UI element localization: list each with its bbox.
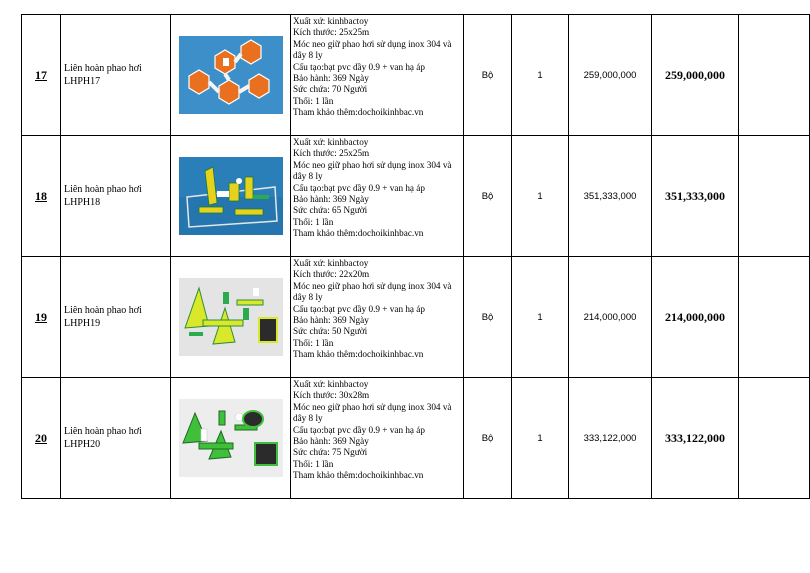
spec-line: Tham khảo thêm:dochoikinhbac.vn [293, 107, 424, 118]
unit: Bộ [464, 15, 512, 136]
product-specs [291, 257, 464, 378]
product-specs [291, 378, 464, 499]
spec-line: Tham khảo thêm:dochoikinhbac.vn [293, 470, 424, 481]
product-photo-cell [171, 378, 291, 499]
unit: Bộ [464, 378, 512, 499]
spec-line: Móc neo giữ phao hơi sử dụng inox 304 và dây 8 ly [293, 38, 452, 61]
spec-line: Thổi: 1 lần [293, 458, 334, 469]
unit-price: 333,122,000 [569, 378, 652, 499]
product-photo [179, 399, 283, 477]
line-total: 259,000,000 [652, 15, 739, 136]
spec-line: Cấu tạo:bạt pvc dầy 0.9 + van hạ áp [293, 182, 425, 193]
note-cell [739, 15, 810, 136]
quantity: 1 [512, 15, 569, 136]
quantity: 1 [512, 136, 569, 257]
spec-line: Xuất xứ: kinhbactoy [293, 137, 369, 147]
product-specs [291, 136, 464, 257]
table-row [22, 257, 810, 378]
spec-line: Móc neo giữ phao hơi sử dụng inox 304 và dây 8 ly [293, 159, 452, 182]
product-name: Liên hoàn phao hơi LHPH19 [61, 257, 171, 378]
note-cell [739, 136, 810, 257]
price-quote-table [21, 14, 810, 499]
quantity: 1 [512, 378, 569, 499]
line-total: 333,122,000 [652, 378, 739, 499]
spec-line: Xuất xứ: kinhbactoy [293, 16, 369, 26]
spec-line: Tham khảo thêm:dochoikinhbac.vn [293, 228, 424, 239]
product-photo [179, 157, 283, 235]
note-cell [739, 378, 810, 499]
spec-line: Kích thước: 30x28m [293, 390, 370, 401]
unit-price: 351,333,000 [569, 136, 652, 257]
unit-price: 259,000,000 [569, 15, 652, 136]
line-total: 351,333,000 [652, 136, 739, 257]
product-specs [291, 15, 464, 136]
spec-line: Thổi: 1 lần [293, 95, 334, 106]
spec-line: Sức chứa: 75 Người [293, 447, 368, 458]
quantity: 1 [512, 257, 569, 378]
spec-line: Cấu tạo:bạt pvc dầy 0.9 + van hạ áp [293, 424, 425, 435]
item-number: 17 [22, 15, 61, 136]
unit-price: 214,000,000 [569, 257, 652, 378]
spec-line: Bảo hành: 369 Ngày [293, 194, 369, 205]
spec-line: Cấu tạo:bạt pvc dầy 0.9 + van hạ áp [293, 303, 425, 314]
spec-line: Xuất xứ: kinhbactoy [293, 379, 369, 389]
product-name: Liên hoàn phao hơi LHPH18 [61, 136, 171, 257]
spec-line: Tham khảo thêm:dochoikinhbac.vn [293, 349, 424, 360]
spec-line: Kích thước: 25x25m [293, 27, 370, 38]
product-photo [179, 36, 283, 114]
item-number: 19 [22, 257, 61, 378]
product-photo-cell [171, 136, 291, 257]
unit: Bộ [464, 136, 512, 257]
spec-line: Cấu tạo:bạt pvc dầy 0.9 + van hạ áp [293, 61, 425, 72]
spec-line: Bảo hành: 369 Ngày [293, 436, 369, 447]
spec-line: Bảo hành: 369 Ngày [293, 73, 369, 84]
item-number: 20 [22, 378, 61, 499]
spec-line: Xuất xứ: kinhbactoy [293, 258, 369, 268]
line-total: 214,000,000 [652, 257, 739, 378]
spec-line: Kích thước: 22x20m [293, 269, 370, 280]
unit: Bộ [464, 257, 512, 378]
spec-line: Thổi: 1 lần [293, 216, 334, 227]
note-cell [739, 257, 810, 378]
spec-line: Móc neo giữ phao hơi sử dụng inox 304 và dây 8 ly [293, 280, 452, 303]
product-photo-cell [171, 257, 291, 378]
product-name: Liên hoàn phao hơi LHPH17 [61, 15, 171, 136]
table-row [22, 378, 810, 499]
table-row [22, 15, 810, 136]
spec-line: Sức chứa: 70 Người [293, 84, 368, 95]
table-row [22, 136, 810, 257]
spec-line: Sức chứa: 50 Người [293, 326, 368, 337]
item-number: 18 [22, 136, 61, 257]
product-name: Liên hoàn phao hơi LHPH20 [61, 378, 171, 499]
spec-line: Thổi: 1 lần [293, 337, 334, 348]
spec-line: Móc neo giữ phao hơi sử dụng inox 304 và dây 8 ly [293, 401, 452, 424]
spec-line: Bảo hành: 369 Ngày [293, 315, 369, 326]
product-photo [179, 278, 283, 356]
product-photo-cell [171, 15, 291, 136]
spec-line: Sức chứa: 65 Người [293, 205, 368, 216]
spec-line: Kích thước: 25x25m [293, 148, 370, 159]
